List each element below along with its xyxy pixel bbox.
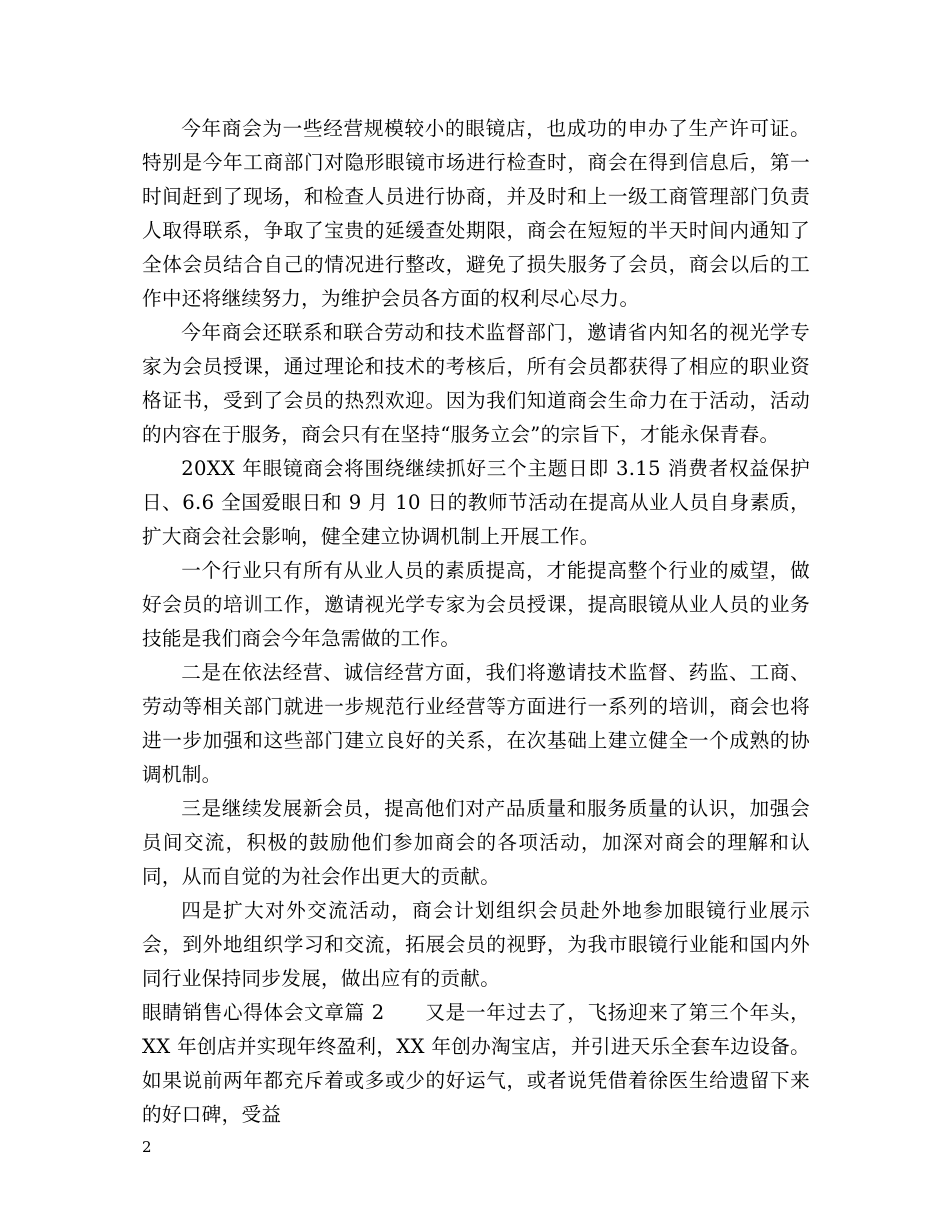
page-number: 2 [142,1138,152,1156]
paragraph-1: 今年商会为一些经营规模较小的眼镜店，也成功的申办了生产许可证。特别是今年工商部门对隐形眼镜市场进行检查时，商会在得到信息后，第一时间赶到了现场，和检查人员进行协商，并及时和上一级工商管理部门负责人取得联系，争取了宝贵的延缓查处期限，商会在短短的半天时间内通知了全体会员结合自己的情况进行整改，避免了损失服务了会员，商会以后的工作中还将继续努力，为维护会员各方面的权利尽心尽力。 [142,117,810,310]
paragraph-8: 眼睛销售心得体会文章篇 2 又是一年过去了，飞扬迎来了第三个年头，XX 年创店并实现年终盈利，XX 年创办淘宝店，并引进天乐全套车边设备。如果说前两年都充斥着或多或少的好运气，或者说凭借着徐医生给遗留下来的好口碑，受益 [142,1001,810,1126]
paragraph-5: 二是在依法经营、诚信经营方面，我们将邀请技术监督、药监、工商、劳动等相关部门就进一步规范行业经营等方面进行一系列的培训，商会也将进一步加强和这些部门建立良好的关系，在次基础上建立健全一个成熟的协调机制。 [142,661,810,786]
paragraph-2: 今年商会还联系和联合劳动和技术监督部门，邀请省内知名的视光学专家为会员授课，通过理论和技术的考核后，所有会员都获得了相应的职业资格证书，受到了会员的热烈欢迎。因为我们知道商会生命力在于活动，活动的内容在于服务，商会只有在坚持“服务立会”的宗旨下，才能永保青春。 [142,321,810,446]
paragraph-7: 四是扩大对外交流活动，商会计划组织会员赴外地参加眼镜行业展示会，到外地组织学习和交流，拓展会员的视野，为我市眼镜行业能和国内外同行业保持同步发展，做出应有的贡献。 [142,899,810,990]
paragraph-6: 三是继续发展新会员，提高他们对产品质量和服务质量的认识，加强会员间交流，积极的鼓励他们参加商会的各项活动，加深对商会的理解和认同，从而自觉的为社会作出更大的贡献。 [142,797,810,888]
document-body [142,112,810,1132]
paragraph-4: 一个行业只有所有从业人员的素质提高，才能提高整个行业的威望，做好会员的培训工作，邀请视光学专家为会员授课，提高眼镜从业人员的业务技能是我们商会今年急需做的工作。 [142,559,810,650]
paragraph-3: 20XX 年眼镜商会将围绕继续抓好三个主题日即 3.15 消费者权益保护日、6.6 全国爱眼日和 9 月 10 日的教师节活动在提高从业人员自身素质，扩大商会社会影响，健全建立协调机制上开展工作。 [142,457,810,548]
